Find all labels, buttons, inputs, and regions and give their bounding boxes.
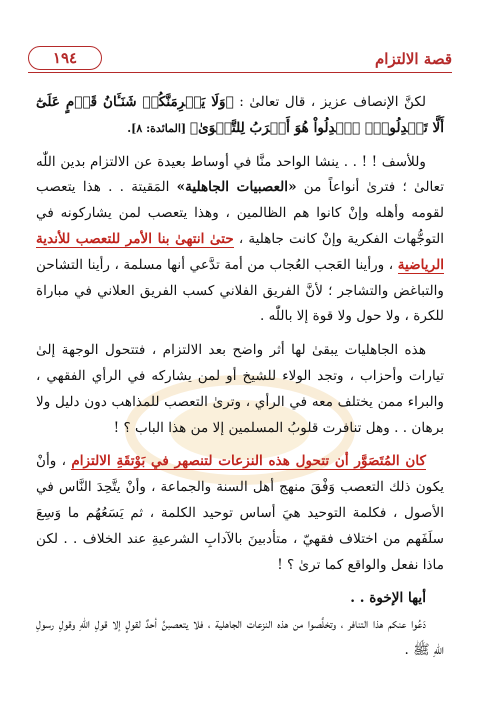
book-title: قصة الالتزام bbox=[375, 50, 452, 68]
paragraph-1 bbox=[36, 90, 444, 142]
header-divider bbox=[28, 72, 452, 73]
paragraph-6: دَعُوا عنكم هذا التنافر ، وتخلَّصوا من هذه النزعات الجاهلية ، فلا يتعصبنَّ أحدٌ لقولٍ إلا قولِ اللّٰهِ وقولِ رسولِ اللّٰهِ ﷺ . bbox=[36, 616, 444, 658]
paragraph-4 bbox=[36, 449, 444, 578]
red-highlight-iltizam: كان المُتَصَوَّر أن تتحول هذه النزعات لتنصهر في بَوْتقَةِ الالتزام bbox=[71, 453, 426, 470]
quran-verse: ﴿وَلَا يَجۡرِمَنَّكُمۡ شَنَـَٔانُ قَوۡمٍ عَلَىٰٓ أَلَّا تَعۡدِلُواْۚ ٱعۡدِلُواْ هُوَ أَقۡرَبُ لِلتَّقۡوَىٰ﴾ bbox=[36, 94, 444, 136]
page-body bbox=[36, 90, 444, 664]
paragraph-2 bbox=[36, 150, 444, 331]
paragraph-2-text-c: ، ورأينا العَجب العُجاب من أمة تدَّعي أنها مسلمة ، رأينا التشاحن والتباغض والتشاجر ؛ لأنَّ الفريق الفلاني كسب الفريق العلاني في مباراة للكرة ، ولا حول ولا قوة إلا باللّٰه . bbox=[36, 256, 444, 325]
page-header bbox=[28, 44, 452, 74]
page-number: ١٩٤ bbox=[28, 46, 102, 70]
highlighted-term: «العصبيات الجاهلية» bbox=[176, 179, 297, 196]
paragraph-4-text: ، وأنْ يكون ذلك التعصب وَفْقَ منهج أهل السنة والجماعة ، وأنْ يتَّحِدَ النَّاس في الأصول ، فكلمة التوحيد هيَ أساس توحيد الكلمة ، ثم يَسَعُهُم ما وَسِعَ سلَفَهم من اختلاف فقهيّ ، متأدبينَ بالآدابِ الشرعيةِ عند الخلاف . . لكن ماذا نفعل والواقع كما ترىٰ ؟ ! bbox=[36, 453, 444, 573]
paragraph-1-text: لكنَّ الإنصاف عزيز ، قال تعالىٰ : bbox=[233, 94, 426, 110]
verse-reference: [المائدة: ٨]. bbox=[127, 121, 190, 135]
paragraph-5: أيها الإخوة . . bbox=[350, 590, 426, 607]
red-highlight-sports: حتىٰ انتهىٰ بنا الأمر للتعصب للأندية الرياضية bbox=[36, 230, 444, 273]
paragraph-2-text-a: وللأسف ! ! . . ينشا الواحد منَّا في أوساط بعيدة عن الالتزام بدين اللّٰه تعالىٰ ؛ فترىٰ أنواعاً من bbox=[36, 153, 445, 196]
paragraph-3: هذه الجاهليات يبقىٰ لها أثر واضح بعد الالتزام ، فتتحول الوجهة إلىٰ تيارات وأحزاب ، وتجد الولاء للشيخ أو لمن يشاركه في الرأي الفقهي ، والبراء ممن يختلف معه في الرأي ، وترىٰ التعصب للمذاهب دون دليل ولا برهان . . وهل تنافرت قلوبُ المسلمين إلا من هذا الباب ؟ ! bbox=[36, 342, 444, 436]
paragraph-2-text-b: المَقيتة . . هذا يتعصب لقومه وأهله وإنْ كانوا هم الظالمين ، وهذا يتعصب لمن يشاركونه في التوجُّهات الفكرية وإنْ كانت جاهلية ، bbox=[36, 179, 444, 247]
